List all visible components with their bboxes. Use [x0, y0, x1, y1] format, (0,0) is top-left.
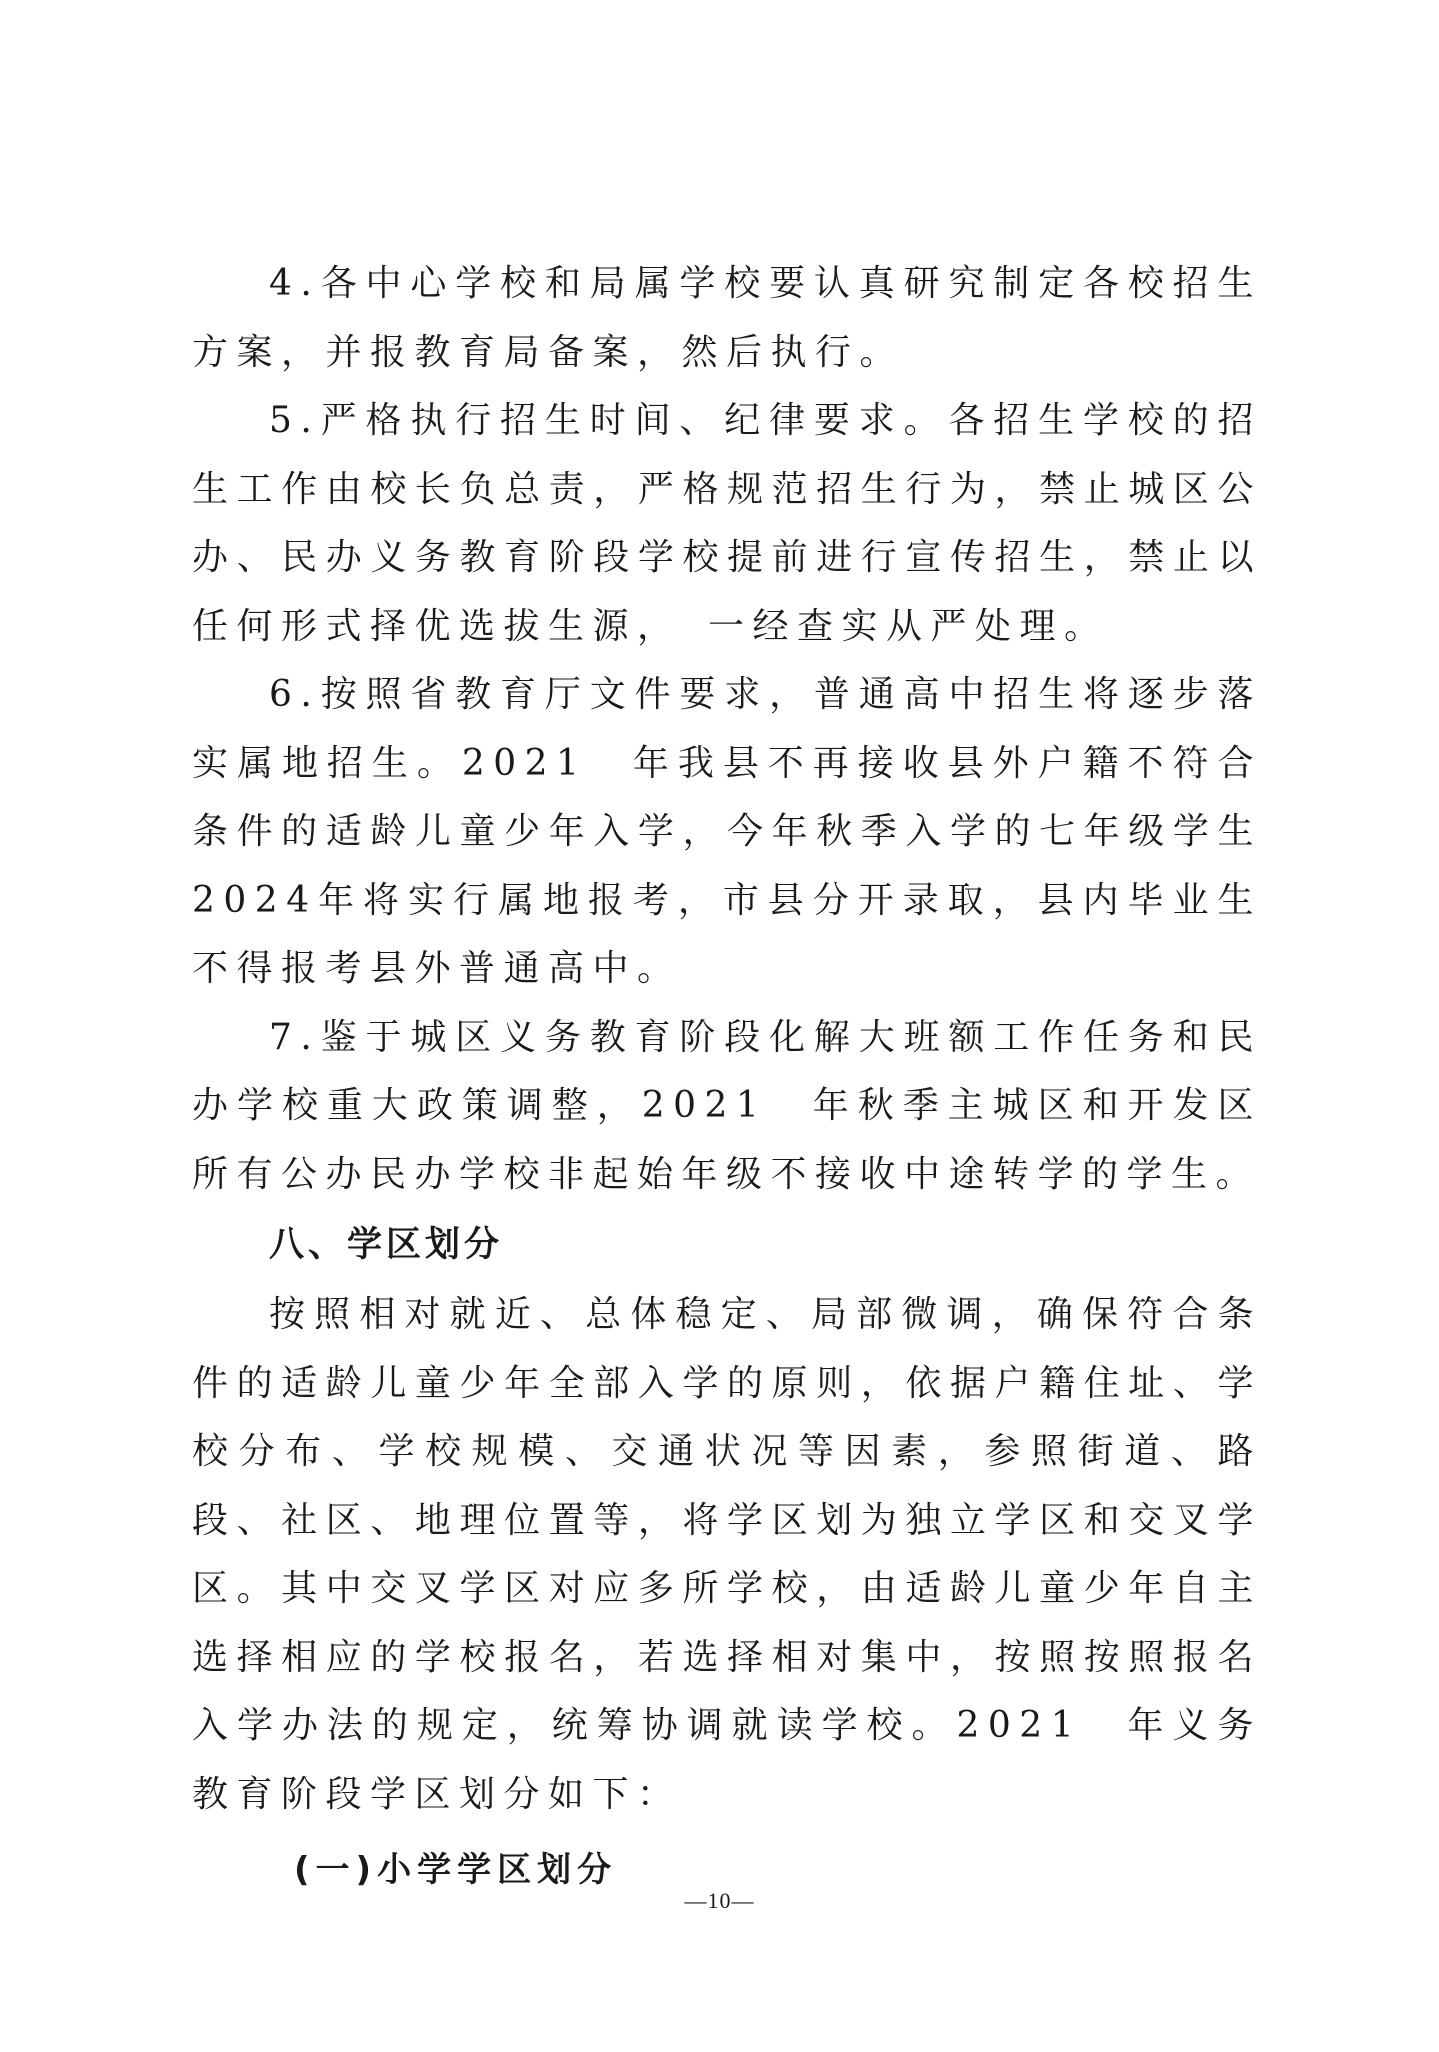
paragraph-item-5: 5.严格执行招生时间、纪律要求。各招生学校的招生工作由校长负总责，严格规范招生行为，禁止城区公办、民办义务教育阶段学校提前进行宣传招生，禁止以任何形式择优选拔生源， 一经查实从严处理。 — [192, 400, 1262, 647]
paragraph-item-7: 7.鉴于城区义务教育阶段化解大班额工作任务和民办学校重大政策调整，2021 年秋季主城区和开发区所有公办民办学校非起始年级不接收中途转学的学生。 — [192, 1016, 1262, 1195]
section-paragraph: 按照相对就近、总体稳定、局部微调，确保符合条件的适龄儿童少年全部入学的原则，依据户籍住址、学校分布、学校规模、交通状况等因素，参照街道、路段、社区、地理位置等，将学区划为独立学区和交叉学区。其中交叉学区对应多所学校，由适龄儿童少年自主选择相应的学校报名，若选择相对集中，按照按照报名入学办法的规定，统筹协调就读学校。2021 年义务教育阶段学区划分如下： — [192, 1294, 1262, 1815]
document-body — [192, 250, 1262, 1905]
subsection-heading: (一)小学学区划分 — [294, 1850, 618, 1890]
paragraph-item-6: 6.按照省教育厅文件要求，普通高中招生将逐步落实属地招生。2021 年我县不再接收县外户籍不符合条件的适龄儿童少年入学，今年秋季入学的七年级学生2024年将实行属地报考，市县分开录取，县内毕业生不得报考县外普通高中。 — [192, 674, 1262, 989]
section-heading: 八、学区划分 — [269, 1225, 504, 1265]
paragraph-item-4: 4.各中心学校和局属学校要认真研究制定各校招生方案，并报教育局备案，然后执行。 — [192, 263, 1262, 373]
page-number: —10— — [684, 1888, 755, 1913]
